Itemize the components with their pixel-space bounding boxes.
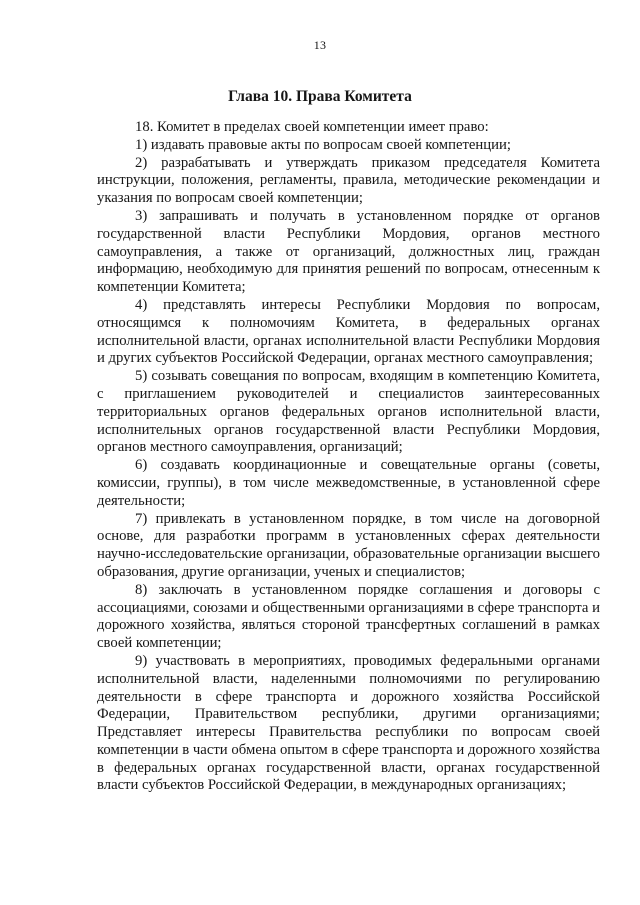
- page-number: 13: [313, 38, 327, 52]
- chapter-title: Глава 10. Права Комитета: [228, 88, 412, 105]
- paragraph-item-4: 4) представлять интересы Республики Мордовия по вопросам, относящимся к полномочиям Комитета, в федеральных органах исполнительной власти, органах исполнительной власти Республики Мордовия и других субъектов Российской Федерации, органах местного самоуправления;: [97, 296, 600, 367]
- paragraph-item-3: 3) запрашивать и получать в установленном порядке от органов государственной власти Республики Мордовия, органов местного самоуправления, а также от организаций, должностных лиц, граждан информацию, необходимую для принятия решений по вопросам, отнесенным к компетенции Комитета;: [97, 207, 600, 296]
- paragraph-item-9: 9) участвовать в мероприятиях, проводимых федеральными органами исполнительной власти, наделенными полномочиями по регулированию деятельности в сфере транспорта и дорожного хозяйства Российской Федерации, Правительством республики, другими организациями; Представляет интересы Правительства республики по вопросам своей компетенции в части обмена опытом в сфере транспорта и дорожного хозяйства в федеральных органах государственной власти, органах государственной власти субъектов Российской Федерации, в международных организациях;: [97, 652, 600, 794]
- paragraph-item-1: 1) издавать правовые акты по вопросам своей компетенции;: [135, 136, 511, 153]
- paragraph-item-5: 5) созывать совещания по вопросам, входящим в компетенцию Комитета, с приглашением руководителей и специалистов заинтересованных территориальных органов федеральных органов исполнительной власти, исполнительных органов государственной власти Республики Мордовия, органов местного самоуправления, организаций;: [97, 368, 600, 456]
- paragraph-item-8: 8) заключать в установленном порядке соглашения и договоры с ассоциациями, союзами и общественными организациями в сфере транспорта и дорожного хозяйства, являться стороной трансфертных соглашений в рамках своей компетенции;: [97, 581, 600, 652]
- paragraph-item-2: 2) разрабатывать и утверждать приказом председателя Комитета инструкции, положения, регламенты, правила, методические рекомендации и указания по вопросам своей компетенции;: [97, 154, 600, 207]
- paragraph-intro: 18. Комитет в пределах своей компетенции имеет право:: [135, 119, 489, 135]
- paragraph-item-7: 7) привлекать в установленном порядке, в том числе на договорной основе, для разработки программ в установленных сферах деятельности научно-исследовательские организации, образовательные организации высшего образования, другие организации, ученых и специалистов;: [97, 510, 600, 580]
- paragraph-item-6: 6) создавать координационные и совещательные органы (советы, комиссии, группы), в том числе межведомственные, в установленной сфере деятельности;: [97, 457, 600, 509]
- document-body: [97, 119, 600, 795]
